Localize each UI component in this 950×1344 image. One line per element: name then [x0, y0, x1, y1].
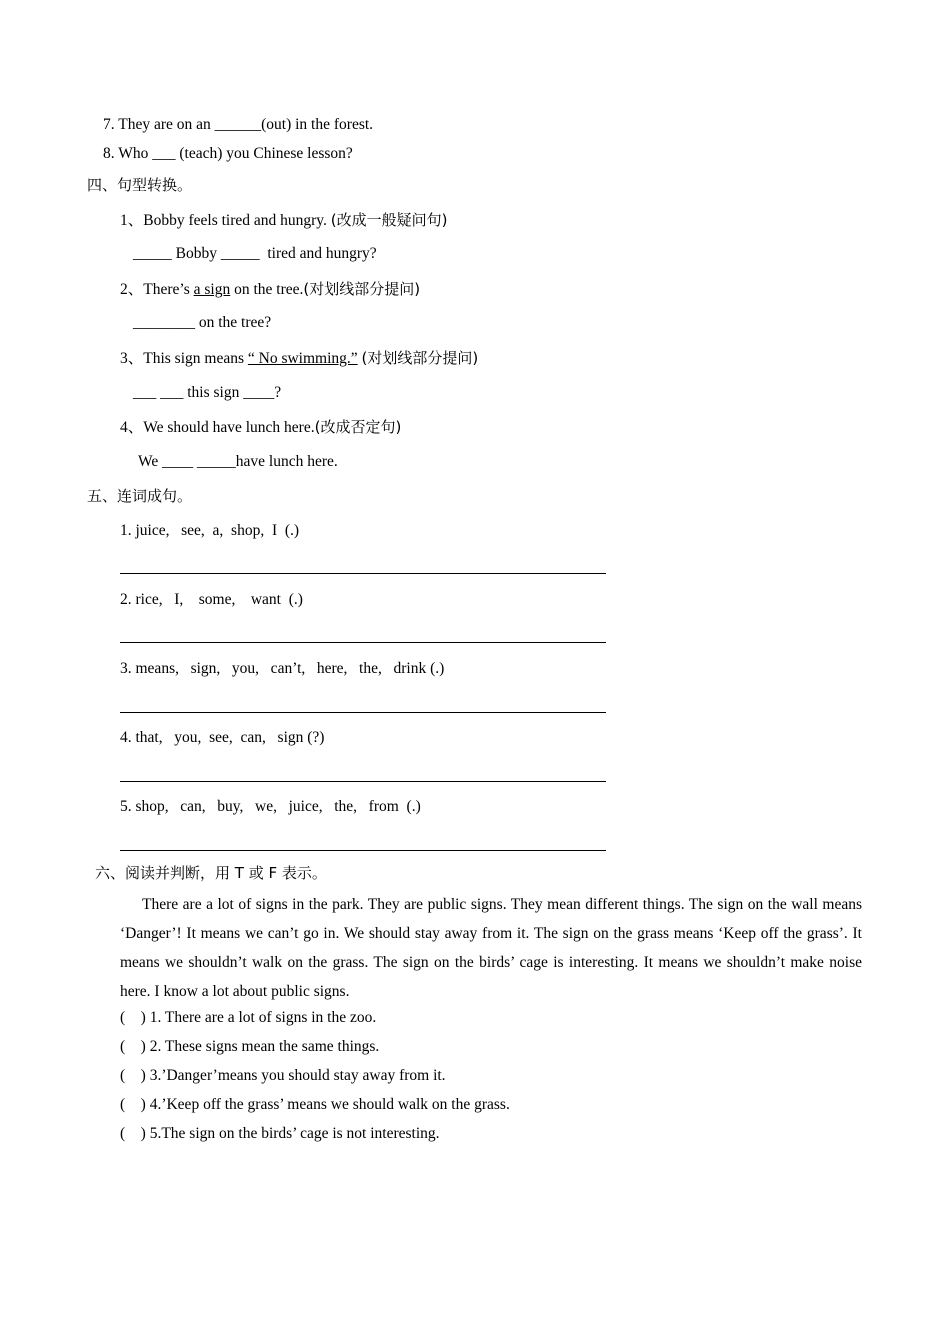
q3-answer-pre: ___ ___ this sign — [133, 384, 244, 401]
question-8: 8. Who ___ (teach) you Chinese lesson? — [103, 145, 353, 162]
section-4-heading: 四、句型转换。 — [87, 176, 193, 194]
answer-line — [120, 573, 606, 574]
q1-note: (改成一般疑问句) — [330, 211, 448, 229]
s4-q4 — [120, 417, 401, 438]
q2-underlined: a sign — [193, 281, 231, 298]
s5-item-5: 5. shop, can, buy, we, juice, the, from (.) — [120, 798, 421, 815]
tf-item-5: ( ) 5.The sign on the birds’ cage is not interesting. — [120, 1125, 440, 1142]
q3-pre: 3、This sign means — [120, 350, 248, 367]
s4-q2-answer: ________ on the tree? — [133, 314, 272, 331]
section-5-heading: 五、连词成句。 — [87, 487, 193, 505]
question-7: 7. They are on an ______(out) in the forest. — [103, 116, 374, 133]
section-6-heading: 六、阅读并判断，用 T 或 F 表示。 — [95, 864, 327, 882]
q3-note: (对划线部分提问) — [361, 349, 479, 367]
answer-line — [120, 781, 606, 782]
q1-text: 1、Bobby feels tired and hungry. — [120, 212, 331, 229]
q2-note: (对划线部分提问) — [303, 280, 421, 298]
s4-q3 — [120, 348, 478, 369]
reading-passage: There are a lot of signs in the park. They are public signs. They mean different things. The sign on the wall means ‘Danger’! It means we can’t go in. We should stay away from it. The sign on the grass means ‘Keep off the grass’. It means we shouldn’t walk on the grass. The sign on the birds’ cage is interesting. It means we shouldn’t make noise here. I know a lot about public signs. — [120, 896, 862, 1000]
q4-note: (改成否定句) — [314, 418, 402, 436]
q4-text: 4、We should have lunch here. — [120, 419, 315, 436]
tf-item-3: ( ) 3.’Danger’means you should stay away from it. — [120, 1067, 446, 1084]
s4-q4-answer: We ____ _____have lunch here. — [138, 453, 338, 470]
q3-answer-blank: ____? — [243, 384, 282, 401]
s5-item-1: 1. juice, see, a, shop, I (.) — [120, 522, 300, 539]
answer-line — [120, 642, 606, 643]
s4-q2 — [120, 279, 420, 300]
answer-line — [120, 850, 606, 851]
s5-item-4: 4. that, you, see, can, sign (?) — [120, 729, 325, 746]
s5-item-2: 2. rice, I, some, want (.) — [120, 591, 303, 608]
s4-q3-answer — [133, 383, 281, 403]
q3-underlined: “ No swimming.” — [247, 350, 358, 367]
tf-item-2: ( ) 2. These signs mean the same things. — [120, 1038, 380, 1055]
tf-item-1: ( ) 1. There are a lot of signs in the zoo. — [120, 1009, 377, 1026]
s4-q1-answer: _____ Bobby _____ tired and hungry? — [133, 245, 377, 262]
s5-item-3: 3. means, sign, you, can’t, here, the, drink (.) — [120, 660, 445, 677]
s4-q1 — [120, 210, 448, 231]
tf-item-4: ( ) 4.’Keep off the grass’ means we should walk on the grass. — [120, 1096, 510, 1113]
q2-pre: 2、There’s — [120, 281, 194, 298]
q2-post: on the tree. — [230, 281, 304, 298]
answer-line — [120, 712, 606, 713]
